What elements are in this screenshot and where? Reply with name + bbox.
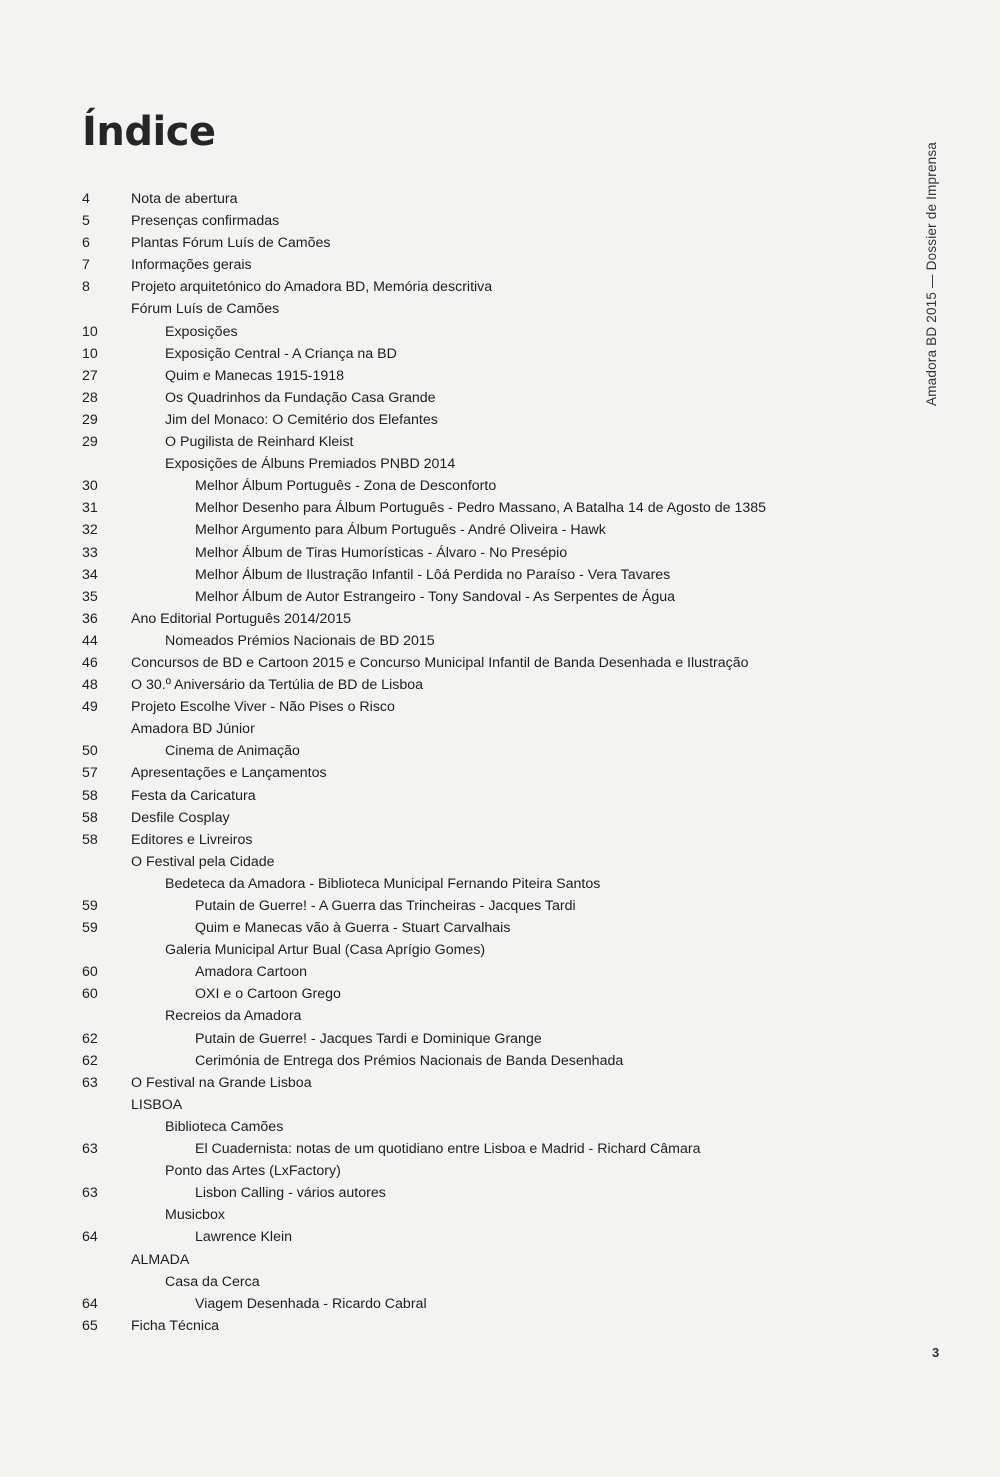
toc-entry-title: Biblioteca Camões [165, 1118, 284, 1135]
toc-entry-title: Quim e Manecas vão à Guerra - Stuart Carvalhais [195, 920, 511, 937]
toc-entry-title: Putain de Guerre! - A Guerra das Trincheiras - Jacques Tardi [195, 898, 576, 914]
toc-entry[interactable] [82, 188, 842, 210]
toc-entry[interactable] [82, 232, 842, 254]
toc-entry-page: 7 [82, 257, 90, 274]
toc-entry[interactable] [82, 1271, 842, 1293]
toc-entry-title: Nota de abertura [131, 191, 238, 207]
toc-entry-title: O Pugilista de Reinhard Kleist [165, 434, 354, 451]
toc-entry-page: 36 [82, 610, 98, 627]
toc-entry[interactable] [82, 1315, 842, 1337]
toc-entry-page: 64 [82, 1295, 98, 1312]
toc-entry-page: 50 [82, 743, 98, 760]
toc-entry-page: 30 [82, 478, 98, 495]
toc-entry-page: 33 [82, 544, 98, 561]
toc-entry[interactable] [82, 1293, 842, 1315]
toc-entry-title: Recreios da Amadora [165, 1008, 302, 1025]
toc-entry-page: 59 [82, 920, 98, 937]
toc-entry[interactable] [82, 343, 842, 365]
toc-entry-title: Lawrence Klein [195, 1229, 293, 1246]
toc-entry-title: Cerimónia de Entrega dos Prémios Nacionais de Banda Desenhada [195, 1052, 624, 1069]
page-title: Índice [82, 109, 216, 155]
toc-entry-page: 27 [82, 367, 98, 384]
toc-entry-title: Projeto Escolhe Viver - Não Pises o Risco [131, 699, 395, 716]
toc-entry[interactable] [82, 1182, 842, 1204]
toc-entry-title: Casa da Cerca [165, 1273, 260, 1290]
toc-entry-page: 8 [82, 279, 90, 296]
toc-entry[interactable] [82, 564, 842, 586]
toc-entry[interactable] [82, 519, 842, 541]
toc-entry-title: Musicbox [165, 1207, 225, 1224]
toc-entry-page: 63 [82, 1185, 98, 1202]
toc-entry-title: Festa da Caricatura [131, 787, 256, 804]
toc-entry-page: 46 [82, 654, 98, 671]
toc-entry-title: Ficha Técnica [131, 1317, 220, 1334]
toc-entry[interactable] [82, 873, 842, 895]
toc-entry-title: Melhor Álbum Português - Zona de Desconforto [195, 478, 497, 495]
toc-entry-title: Amadora Cartoon [195, 964, 307, 981]
toc-entry-page: 60 [82, 986, 98, 1003]
toc-entry-title: Melhor Argumento para Álbum Português - André Oliveira - Hawk [195, 522, 606, 539]
toc-entry-title: Presenças confirmadas [131, 213, 280, 230]
toc-entry[interactable] [82, 674, 842, 696]
toc-entry[interactable] [82, 829, 842, 851]
toc-entry-title: Concursos de BD e Cartoon 2015 e Concurso Municipal Infantil de Banda Desenhada e Ilustração [131, 654, 749, 671]
toc-entry-page: 32 [82, 522, 98, 539]
toc-entry-title: Apresentações e Lançamentos [131, 765, 327, 782]
toc-entry-page: 29 [82, 411, 98, 428]
toc-entry[interactable] [82, 1204, 842, 1226]
toc-entry[interactable] [82, 321, 842, 343]
toc-entry-title: Melhor Álbum de Tiras Humorísticas - Álvaro - No Presépio [195, 544, 568, 561]
toc-entry-title: Viagem Desenhada - Ricardo Cabral [195, 1295, 427, 1312]
toc-entry[interactable] [82, 254, 842, 276]
toc-entry[interactable] [82, 276, 842, 298]
toc-entry[interactable] [82, 762, 842, 784]
toc-entry[interactable] [82, 210, 842, 232]
toc-entry[interactable] [82, 961, 842, 983]
toc-entry[interactable] [82, 1249, 842, 1271]
toc-entry-title: Ano Editorial Português 2014/2015 [131, 610, 352, 627]
toc-entry-page: 31 [82, 500, 98, 517]
toc-entry-title: Exposição Central - A Criança na BD [165, 345, 397, 362]
toc-entry[interactable] [82, 1072, 842, 1094]
toc-entry-title: Plantas Fórum Luís de Camões [131, 235, 331, 252]
toc-entry-page: 4 [82, 191, 90, 207]
toc-entry[interactable] [82, 1094, 842, 1116]
toc-entry[interactable] [82, 1005, 842, 1027]
toc-entry[interactable] [82, 475, 842, 497]
toc-entry-page: 48 [82, 677, 98, 694]
toc-entry-page: 58 [82, 787, 98, 804]
toc-entry-title: Lisbon Calling - vários autores [195, 1185, 386, 1202]
toc-entry[interactable] [82, 586, 842, 608]
toc-entry-title: O Festival na Grande Lisboa [131, 1074, 312, 1091]
toc-entry-page: 28 [82, 389, 98, 406]
toc-entry-page: 34 [82, 566, 98, 583]
toc-entry-title: O Festival pela Cidade [131, 853, 275, 870]
toc-entry[interactable] [82, 497, 842, 519]
toc-entry-title: Amadora BD Júnior [131, 721, 255, 738]
toc-entry-title: Exposições de Álbuns Premiados PNBD 2014 [165, 456, 456, 473]
toc-entry-title: Melhor Desenho para Álbum Português - Pedro Massano, A Batalha 14 de Agosto de 1385 [195, 500, 767, 517]
toc-entry-page: 63 [82, 1141, 98, 1158]
toc-entry-title: Exposições [165, 323, 238, 340]
toc-entry-title: Editores e Livreiros [131, 831, 253, 848]
toc-entry-title: Cinema de Animação [165, 743, 300, 760]
toc-entry-title: Ponto das Artes (LxFactory) [165, 1163, 341, 1180]
toc-entry[interactable] [82, 1138, 842, 1160]
toc-entry[interactable] [82, 718, 842, 740]
toc-entry[interactable] [82, 387, 842, 409]
toc-entry[interactable] [82, 630, 842, 652]
toc-entry[interactable] [82, 983, 842, 1005]
toc-entry-page: 35 [82, 588, 98, 605]
toc-entry[interactable] [82, 785, 842, 807]
toc-entry-page: 60 [82, 964, 98, 981]
toc-entry-page: 10 [82, 323, 98, 340]
toc-entry[interactable] [82, 1050, 842, 1072]
table-of-contents [82, 188, 842, 1337]
toc-entry-title: Fórum Luís de Camões [131, 301, 280, 318]
toc-entry[interactable] [82, 1226, 842, 1248]
toc-entry-page: 62 [82, 1030, 98, 1047]
side-label: Amadora BD 2015 — Dossier de Imprensa [924, 141, 939, 406]
toc-entry-title: Informações gerais [131, 257, 252, 274]
toc-entry[interactable] [82, 1028, 842, 1050]
toc-entry-title: Galeria Municipal Artur Bual (Casa Aprígio Gomes) [165, 942, 486, 959]
toc-entry[interactable] [82, 652, 842, 674]
toc-entry-title: Nomeados Prémios Nacionais de BD 2015 [165, 632, 435, 649]
toc-entry-title: Melhor Álbum de Ilustração Infantil - Lôá Perdida no Paraíso - Vera Tavares [195, 566, 671, 583]
toc-entry[interactable] [82, 1116, 842, 1138]
toc-entry[interactable] [82, 1160, 842, 1182]
toc-entry-title: ALMADA [131, 1251, 190, 1268]
toc-entry-title: LISBOA [131, 1096, 183, 1113]
toc-entry-title: O 30.º Aniversário da Tertúlia de BD de Lisboa [131, 677, 423, 694]
toc-entry-page: 63 [82, 1074, 98, 1091]
toc-entry-title: Os Quadrinhos da Fundação Casa Grande [165, 389, 436, 406]
toc-entry-page: 29 [82, 434, 98, 451]
toc-entry[interactable] [82, 542, 842, 564]
toc-entry-page: 58 [82, 831, 98, 848]
toc-entry-page: 57 [82, 765, 98, 782]
toc-entry-page: 65 [82, 1317, 98, 1334]
toc-entry-page: 5 [82, 213, 90, 230]
toc-entry-page: 64 [82, 1229, 98, 1246]
toc-entry-title: Putain de Guerre! - Jacques Tardi e Dominique Grange [195, 1030, 542, 1047]
toc-entry[interactable] [82, 409, 842, 431]
toc-entry-title: Bedeteca da Amadora - Biblioteca Municipal Fernando Piteira Santos [165, 875, 601, 892]
page-number: 3 [932, 1345, 940, 1360]
toc-entry-page: 59 [82, 898, 98, 914]
toc-entry-page: 44 [82, 632, 98, 649]
toc-entry-title: Projeto arquitetónico do Amadora BD, Memória descritiva [131, 279, 493, 296]
toc-entry[interactable] [82, 851, 842, 873]
toc-entry-title: Melhor Álbum de Autor Estrangeiro - Tony Sandoval - As Serpentes de Água [195, 588, 676, 605]
toc-entry[interactable] [82, 365, 842, 387]
toc-entry-title: Jim del Monaco: O Cemitério dos Elefantes [165, 411, 438, 428]
toc-entry[interactable] [82, 917, 842, 939]
toc-entry[interactable] [82, 807, 842, 829]
toc-entry[interactable] [82, 696, 842, 718]
toc-entry[interactable] [82, 939, 842, 961]
toc-entry[interactable] [82, 895, 842, 917]
toc-entry[interactable] [82, 608, 842, 630]
toc-entry-page: 58 [82, 809, 98, 826]
toc-entry-title: OXI e o Cartoon Grego [195, 986, 341, 1003]
toc-entry-page: 62 [82, 1052, 98, 1069]
toc-entry[interactable] [82, 298, 842, 320]
toc-entry[interactable] [82, 740, 842, 762]
toc-entry-page: 6 [82, 235, 90, 252]
toc-entry-page: 49 [82, 699, 98, 716]
toc-entry[interactable] [82, 453, 842, 475]
toc-entry-title: El Cuadernista: notas de um quotidiano entre Lisboa e Madrid - Richard Câmara [195, 1141, 701, 1158]
toc-entry[interactable] [82, 431, 842, 453]
toc-entry-page: 10 [82, 345, 98, 362]
toc-entry-title: Desfile Cosplay [131, 809, 230, 826]
toc-entry-title: Quim e Manecas 1915-1918 [165, 367, 345, 384]
